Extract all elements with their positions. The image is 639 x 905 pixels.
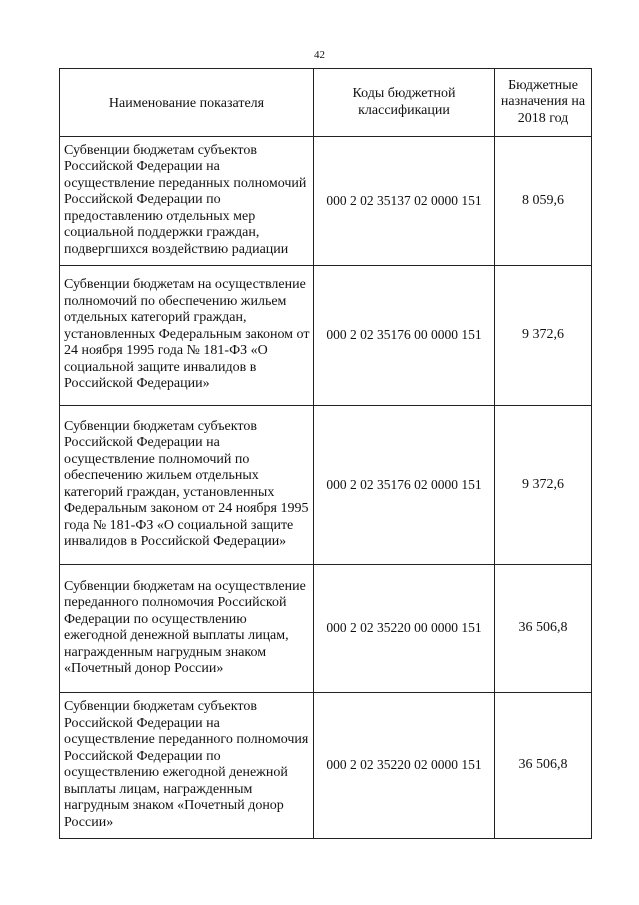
table-row bbox=[60, 266, 592, 406]
page-number: 42 bbox=[314, 49, 325, 61]
row-budget-code: 000 2 02 35137 02 0000 151 bbox=[314, 137, 495, 266]
row-indicator-name: Субвенции бюджетам на осуществление полномочий по обеспечению жильем отдельных категорий граждан, установленных Федеральным законом от 24 ноября 1995 года № 181-ФЗ «О социальной защите инвалидов в Российской Федерации» bbox=[60, 266, 314, 406]
row-indicator-name: Субвенции бюджетам субъектов Российской Федерации на осуществление полномочий по обеспечению жильем отдельных категорий граждан, установленных Федеральным законом от 24 ноября 1995 года № 181-ФЗ «О социальной защите инвалидов в Российской Федерации» bbox=[60, 406, 314, 565]
row-budget-amount: 9 372,6 bbox=[495, 266, 592, 406]
table-row bbox=[60, 137, 592, 266]
table-row bbox=[60, 406, 592, 565]
row-indicator-name: Субвенции бюджетам субъектов Российской Федерации на осуществление переданных полномочий Российской Федерации по предоставлению отдельных мер социальной поддержки граждан, подвергшихся воздействию радиации bbox=[60, 137, 314, 266]
row-indicator-name: Субвенции бюджетам субъектов Российской Федерации на осуществление переданного полномочия Российской Федерации по осуществлению ежегодной денежной выплаты лицам, награжденным нагрудным знаком «Почетный донор России» bbox=[60, 693, 314, 839]
table-row bbox=[60, 565, 592, 693]
row-budget-code: 000 2 02 35176 00 0000 151 bbox=[314, 266, 495, 406]
row-budget-amount: 8 059,6 bbox=[495, 137, 592, 266]
row-budget-code: 000 2 02 35176 02 0000 151 bbox=[314, 406, 495, 565]
table-header-row bbox=[60, 69, 592, 137]
row-indicator-name: Субвенции бюджетам на осуществление переданного полномочия Российской Федерации по осуществлению ежегодной денежной выплаты лицам, награжденным нагрудным знаком «Почетный донор России» bbox=[60, 565, 314, 693]
header-budget-code: Коды бюджетной классификации bbox=[314, 69, 495, 137]
row-budget-amount: 9 372,6 bbox=[495, 406, 592, 565]
budget-table bbox=[59, 68, 592, 839]
row-budget-code: 000 2 02 35220 00 0000 151 bbox=[314, 565, 495, 693]
table-row bbox=[60, 693, 592, 839]
header-budget-amount: Бюджетные назначения на 2018 год bbox=[495, 69, 592, 137]
row-budget-amount: 36 506,8 bbox=[495, 565, 592, 693]
row-budget-code: 000 2 02 35220 02 0000 151 bbox=[314, 693, 495, 839]
header-indicator-name: Наименование показателя bbox=[60, 69, 314, 137]
row-budget-amount: 36 506,8 bbox=[495, 693, 592, 839]
